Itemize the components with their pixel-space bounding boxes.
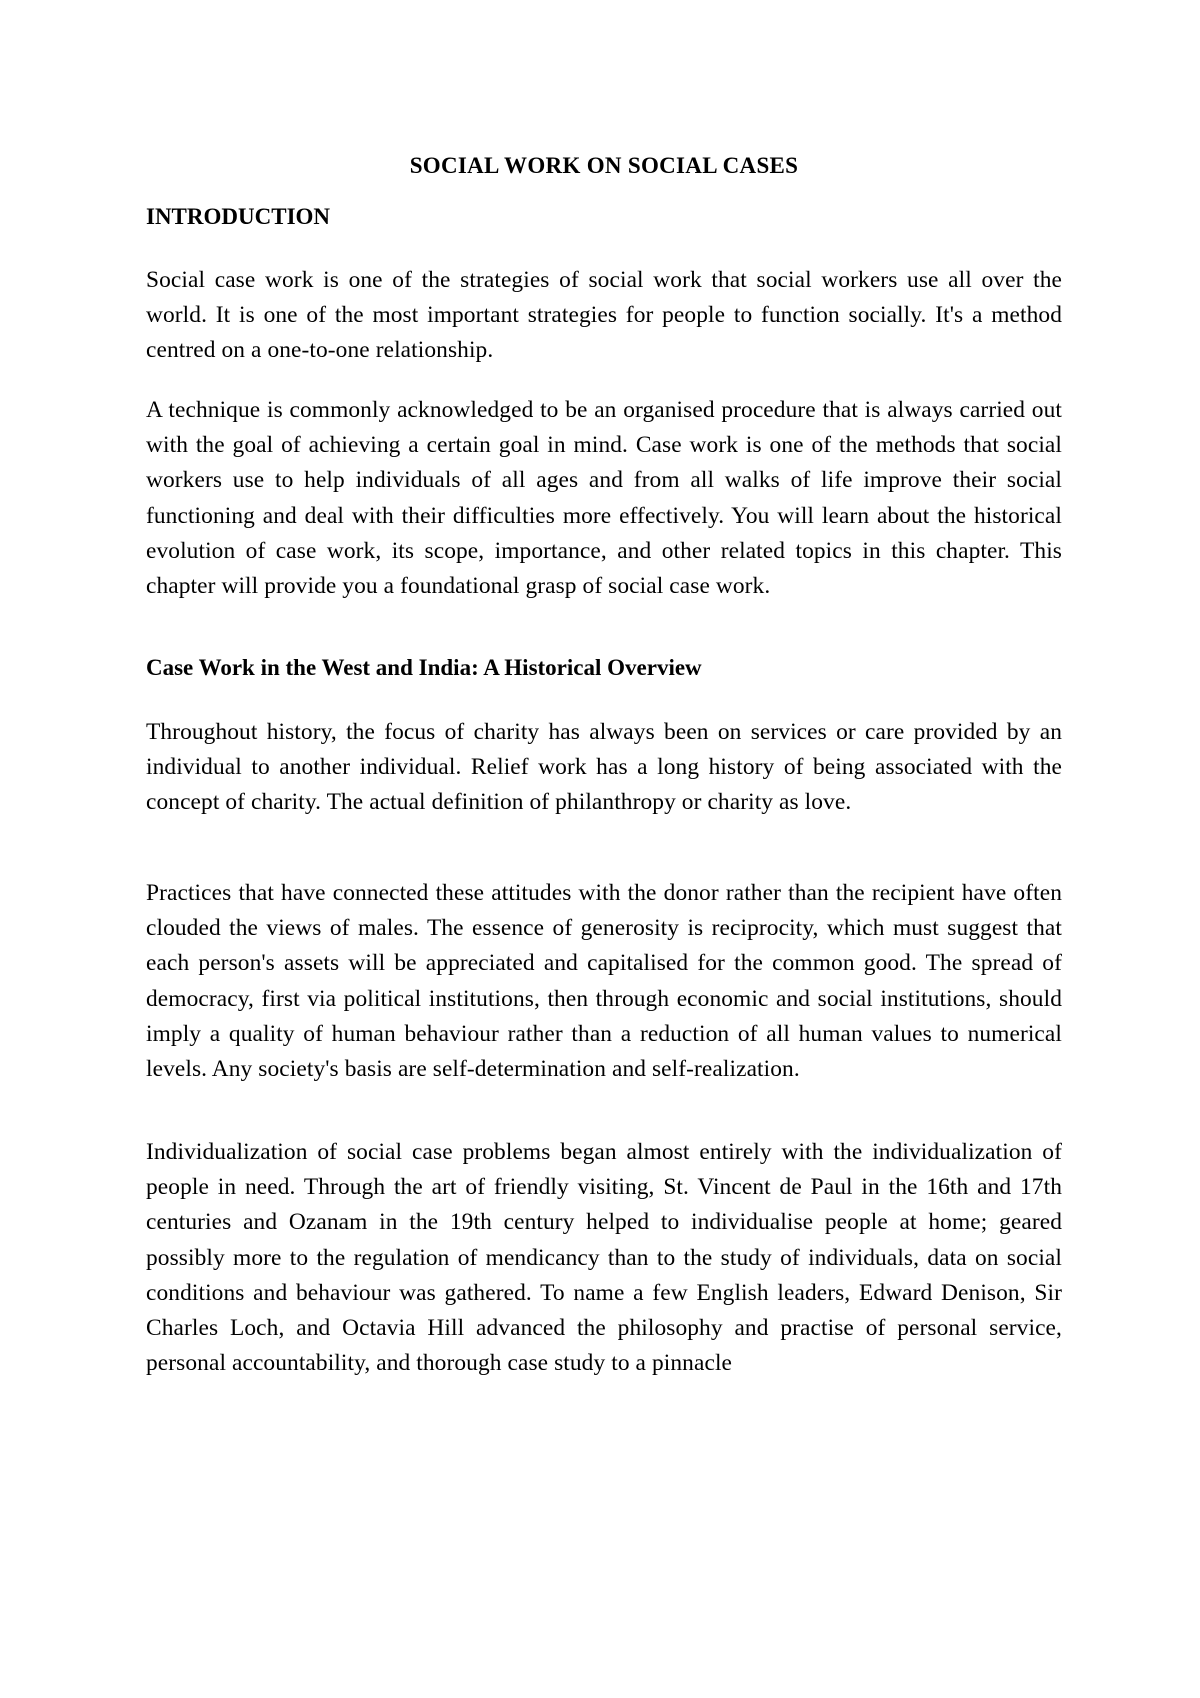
paragraph: Social case work is one of the strategies of social work that social workers use all over the world. It is one of the most important strategies for people to function socially. It's a method centred on a one-to-one relationship. [146,267,1062,364]
paragraph: Practices that have connected these attitudes with the donor rather than the recipient have often clouded the views of males. The essence of generosity is reciprocity, which must suggest that each person's assets will be appreciated and capitalised for the common good. The spread of democracy, first via political institutions, then through economic and social institutions, should imply a quality of human behaviour rather than a reduction of all human values to numerical levels. Any society's basis are self-determination and self-realization. [146,880,1062,1083]
section-heading-historical-overview: Case Work in the West and India: A Historical Overview [146,655,702,680]
paragraph: Throughout history, the focus of charity has always been on services or care provided by an individual to another individual. Relief work has a long history of being associated with the concept of charity. The actual definition of philanthropy or charity as love. [146,719,1062,816]
paragraph: Individualization of social case problems began almost entirely with the individualization of people in need. Through the art of friendly visiting, St. Vincent de Paul in the 16th and 17th centuries and Ozanam in the 19th century helped to individualise people at home; geared possibly more to the regulation of mendicancy than to the study of individuals, data on social conditions and behaviour was gathered. To name a few English leaders, Edward Denison, Sir Charles Loch, and Octavia Hill advanced the philosophy and practise of personal service, personal accountability, and thorough case study to a pinnacle [146,1139,1062,1377]
section-heading-introduction: INTRODUCTION [146,204,331,229]
document-title: SOCIAL WORK ON SOCIAL CASES [409,153,799,178]
paragraph: A technique is commonly acknowledged to be an organised procedure that is always carried out with the goal of achieving a certain goal in mind. Case work is one of the methods that social workers use to help individuals of all ages and from all walks of life improve their social functioning and deal with their difficulties more effectively. You will learn about the historical evolution of case work, its scope, importance, and other related topics in this chapter. This chapter will provide you a foundational grasp of social case work. [146,397,1062,600]
